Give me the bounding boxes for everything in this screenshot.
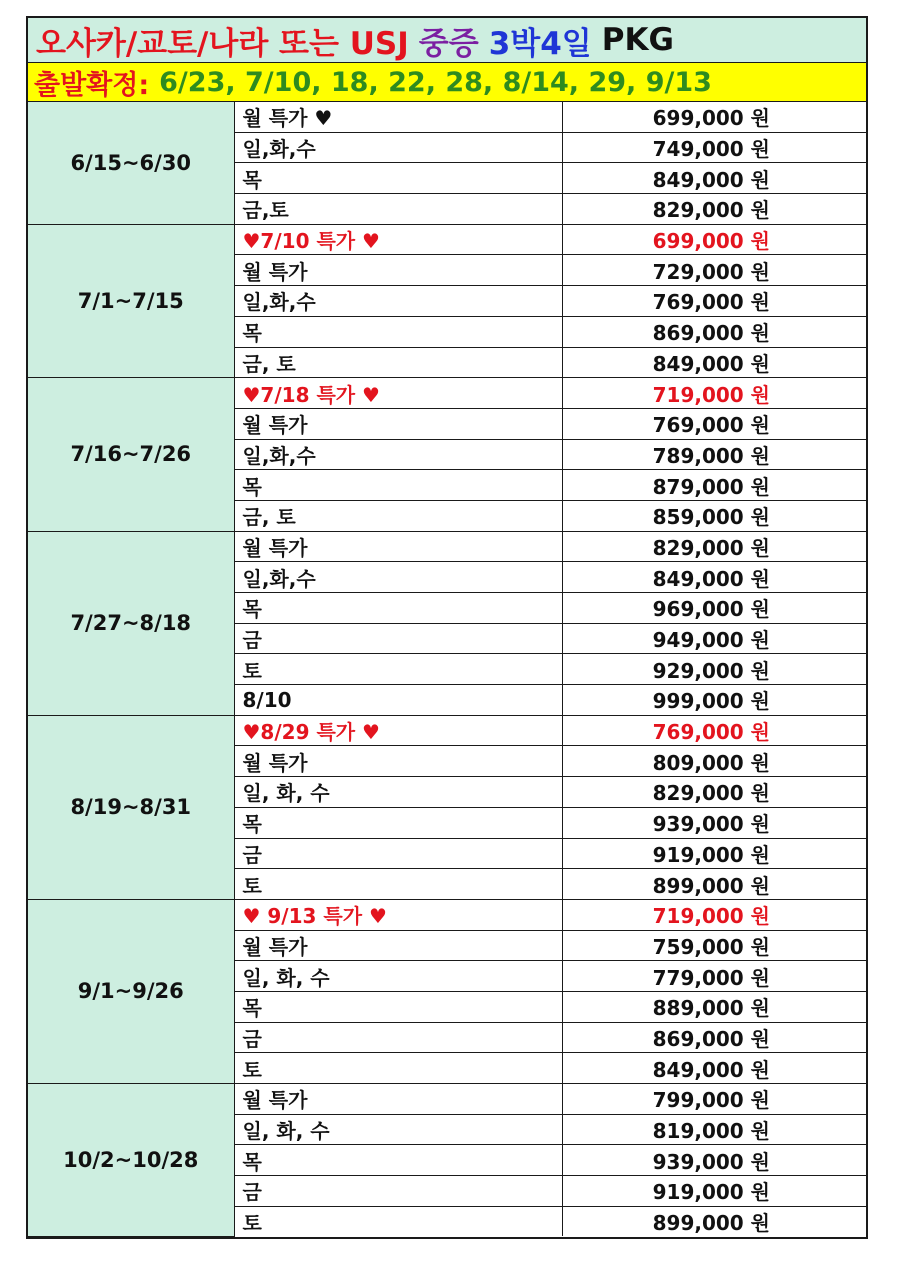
departure-day: 월 특가 xyxy=(234,408,562,439)
departure-day: 일,화,수 xyxy=(234,562,562,593)
price-cell: 999,000 원 xyxy=(562,685,866,716)
price-cell: 919,000 원 xyxy=(562,1176,866,1207)
title-banner xyxy=(28,18,866,63)
title-package: PKG xyxy=(601,22,674,58)
price-cell: 799,000 원 xyxy=(562,1084,866,1115)
price-cell: 779,000 원 xyxy=(562,961,866,992)
confirmed-label: 출발확정: xyxy=(34,69,150,101)
price-cell: 899,000 원 xyxy=(562,1206,866,1236)
confirmed-departures-banner xyxy=(28,63,866,102)
confirmed-dates: 6/23, 7/10, 18, 22, 28, 8/14, 29, 9/13 xyxy=(159,66,712,98)
departure-day: 월 특가 ♥ xyxy=(234,102,562,132)
price-cell: 829,000 원 xyxy=(562,531,866,562)
departure-day: 월 특가 xyxy=(234,930,562,961)
title-grade: 중증 xyxy=(418,25,479,62)
departure-day: 토 xyxy=(234,1053,562,1084)
special-offer-price: 719,000 원 xyxy=(562,899,866,930)
price-cell: 849,000 원 xyxy=(562,347,866,378)
departure-day: 토 xyxy=(234,1206,562,1236)
departure-day: 일, 화, 수 xyxy=(234,1114,562,1145)
price-cell: 869,000 원 xyxy=(562,1022,866,1053)
price-cell: 829,000 원 xyxy=(562,194,866,225)
price-table-body xyxy=(28,102,866,1236)
price-cell: 899,000 원 xyxy=(562,869,866,900)
departure-day: 토 xyxy=(234,654,562,685)
price-cell: 939,000 원 xyxy=(562,1145,866,1176)
price-cell: 699,000 원 xyxy=(562,102,866,132)
departure-day: 목 xyxy=(234,593,562,624)
departure-day: 목 xyxy=(234,807,562,838)
price-cell: 919,000 원 xyxy=(562,838,866,869)
price-cell: 819,000 원 xyxy=(562,1114,866,1145)
price-cell: 889,000 원 xyxy=(562,991,866,1022)
price-cell: 769,000 원 xyxy=(562,286,866,317)
departure-day: 목 xyxy=(234,991,562,1022)
price-sheet xyxy=(26,16,868,1239)
title-duration: 3박4일 xyxy=(488,25,592,62)
table-row xyxy=(28,102,866,132)
title-destination: 오사카/교토/나라 또는 USJ xyxy=(36,25,409,62)
special-offer-price: 719,000 원 xyxy=(562,378,866,409)
table-row xyxy=(28,378,866,409)
special-offer-day: ♥7/10 특가 ♥ xyxy=(234,224,562,255)
table-row xyxy=(28,715,866,746)
departure-day: 목 xyxy=(234,1145,562,1176)
price-cell: 769,000 원 xyxy=(562,408,866,439)
price-cell: 729,000 원 xyxy=(562,255,866,286)
price-table xyxy=(28,102,866,1237)
departure-day: 일,화,수 xyxy=(234,132,562,163)
price-cell: 789,000 원 xyxy=(562,439,866,470)
departure-day: 금 xyxy=(234,1176,562,1207)
table-row xyxy=(28,224,866,255)
price-cell: 829,000 원 xyxy=(562,777,866,808)
departure-day: 일, 화, 수 xyxy=(234,961,562,992)
special-offer-day: ♥8/29 특가 ♥ xyxy=(234,715,562,746)
departure-day: 8/10 xyxy=(234,685,562,716)
departure-day: 금,토 xyxy=(234,194,562,225)
departure-day: 목 xyxy=(234,316,562,347)
table-row xyxy=(28,531,866,562)
price-cell: 849,000 원 xyxy=(562,1053,866,1084)
period-label: 10/2~10/28 xyxy=(28,1084,234,1237)
price-cell: 879,000 원 xyxy=(562,470,866,501)
departure-day: 월 특가 xyxy=(234,1084,562,1115)
price-cell: 859,000 원 xyxy=(562,500,866,531)
price-cell: 809,000 원 xyxy=(562,746,866,777)
departure-day: 월 특가 xyxy=(234,531,562,562)
price-cell: 939,000 원 xyxy=(562,807,866,838)
price-cell: 759,000 원 xyxy=(562,930,866,961)
departure-day: 일,화,수 xyxy=(234,439,562,470)
price-cell: 949,000 원 xyxy=(562,623,866,654)
price-cell: 869,000 원 xyxy=(562,316,866,347)
departure-day: 금 xyxy=(234,1022,562,1053)
departure-day: 금 xyxy=(234,838,562,869)
price-cell: 849,000 원 xyxy=(562,562,866,593)
departure-day: 금, 토 xyxy=(234,347,562,378)
period-label: 8/19~8/31 xyxy=(28,715,234,899)
special-offer-price: 699,000 원 xyxy=(562,224,866,255)
special-offer-price: 769,000 원 xyxy=(562,715,866,746)
departure-day: 목 xyxy=(234,163,562,194)
price-cell: 749,000 원 xyxy=(562,132,866,163)
departure-day: 금 xyxy=(234,623,562,654)
special-offer-day: ♥ 9/13 특가 ♥ xyxy=(234,899,562,930)
departure-day: 목 xyxy=(234,470,562,501)
table-row xyxy=(28,899,866,930)
special-offer-day: ♥7/18 특가 ♥ xyxy=(234,378,562,409)
departure-day: 월 특가 xyxy=(234,746,562,777)
table-row xyxy=(28,1084,866,1115)
price-cell: 849,000 원 xyxy=(562,163,866,194)
price-cell: 969,000 원 xyxy=(562,593,866,624)
price-cell: 929,000 원 xyxy=(562,654,866,685)
period-label: 6/15~6/30 xyxy=(28,102,234,224)
period-label: 7/16~7/26 xyxy=(28,378,234,531)
departure-day: 금, 토 xyxy=(234,500,562,531)
period-label: 7/1~7/15 xyxy=(28,224,234,377)
departure-day: 일, 화, 수 xyxy=(234,777,562,808)
departure-day: 토 xyxy=(234,869,562,900)
departure-day: 일,화,수 xyxy=(234,286,562,317)
departure-day: 월 특가 xyxy=(234,255,562,286)
period-label: 9/1~9/26 xyxy=(28,899,234,1083)
period-label: 7/27~8/18 xyxy=(28,531,234,715)
